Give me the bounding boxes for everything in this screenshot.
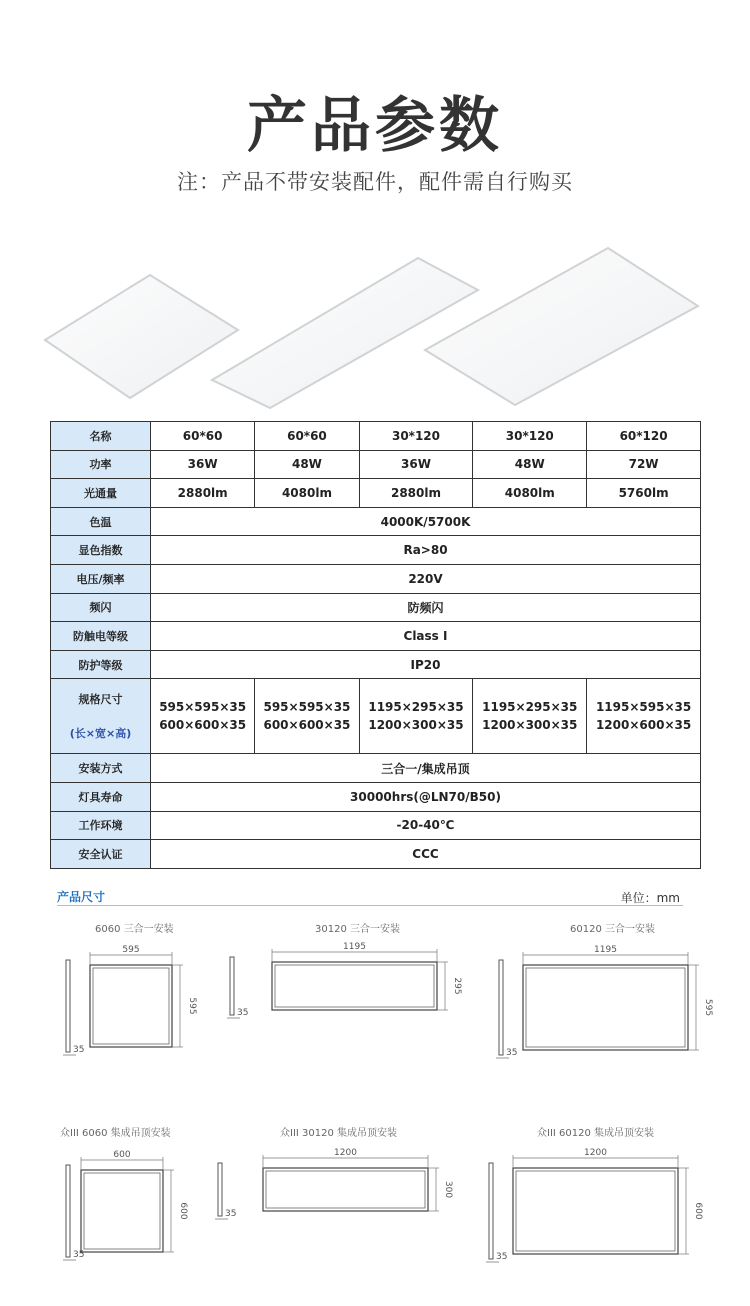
drawing-label: 30120 三合一安装: [315, 924, 400, 935]
row-label: 工作环境: [51, 811, 151, 840]
width-label: 1195: [594, 945, 617, 955]
side-profile: [489, 1163, 493, 1259]
table-cell: 60*120: [587, 422, 701, 451]
depth-label: 35: [506, 1048, 518, 1058]
panel-inner: [93, 968, 169, 1044]
depth-label: 35: [496, 1252, 508, 1262]
row-label: 频闪: [51, 593, 151, 622]
width-label: 600: [113, 1150, 131, 1160]
table-cell: 36W: [359, 450, 473, 479]
row-label: 显色指数: [51, 536, 151, 565]
row-label: 规格尺寸 (长×宽×高): [51, 679, 151, 754]
drawing-label: 6060 三合一安装: [95, 924, 174, 935]
panel-inner: [84, 1173, 160, 1249]
panel-inner: [275, 965, 434, 1007]
depth-label: 35: [73, 1250, 85, 1260]
depth-label: 35: [73, 1045, 85, 1055]
table-cell: 220V: [151, 564, 701, 593]
table-cell: 30*120: [359, 422, 473, 451]
table-cell: 72W: [587, 450, 701, 479]
table-cell: -20-40℃: [151, 811, 701, 840]
panel-inner: [516, 1171, 675, 1251]
dimension-value: 1195×295×35: [368, 700, 464, 715]
table-cell: 防频闪: [151, 593, 701, 622]
table-cell: 60*60: [255, 422, 359, 451]
side-profile: [218, 1163, 222, 1216]
dimension-value: 595×595×35: [159, 700, 247, 715]
panel-outline: [81, 1170, 163, 1252]
dimension-value: 1195×295×35: [482, 700, 578, 715]
unit-label: 单位：mm: [620, 891, 680, 905]
row-label: 电压/频率: [51, 564, 151, 593]
drawing-label: 众III 6060 集成吊顶安装: [60, 1128, 171, 1139]
panel-outline: [513, 1168, 678, 1254]
row-label: 防护等级: [51, 650, 151, 679]
panel-outline: [523, 965, 688, 1050]
row-sublabel: (长×宽×高): [69, 727, 132, 741]
section-title: 产品尺寸: [57, 890, 106, 904]
table-cell: IP20: [151, 650, 701, 679]
table-cell: Ra>80: [151, 536, 701, 565]
dimension-value: 1195×595×35: [595, 700, 692, 715]
drawing-label: 众III 60120 集成吊顶安装: [537, 1128, 655, 1139]
table-cell: 5760lm: [587, 479, 701, 508]
row-label: 功率: [51, 450, 151, 479]
table-cell: 2880lm: [359, 479, 473, 508]
height-label: 595: [187, 997, 197, 1015]
height-label: 600: [178, 1202, 188, 1220]
panel-outline: [272, 962, 437, 1010]
table-cell: 48W: [473, 450, 587, 479]
dimension-value: 595×595×35: [263, 700, 351, 715]
height-label: 595: [703, 998, 713, 1017]
side-profile: [66, 1165, 70, 1257]
depth-label: 35: [237, 1008, 249, 1018]
table-cell: Class I: [151, 622, 701, 651]
note-text: 注：产品不带安装配件，配件需自行购买: [177, 170, 573, 194]
row-label: 光通量: [51, 479, 151, 508]
panel-inner: [526, 968, 685, 1047]
drawing-label: 60120 三合一安装: [570, 924, 655, 935]
width-label: 1200: [584, 1148, 607, 1158]
table-cell: 60*60: [151, 422, 255, 451]
row-label: 安全认证: [51, 840, 151, 869]
row-label: 安装方式: [51, 754, 151, 783]
width-label: 595: [122, 945, 140, 955]
height-label: 295: [452, 977, 462, 995]
table-cell: 三合一/集成吊顶: [151, 754, 701, 783]
table-cell: 30000hrs(@LN70/B50): [151, 782, 701, 811]
height-label: 300: [443, 1180, 453, 1199]
table-cell: 48W: [255, 450, 359, 479]
row-label: 名称: [51, 422, 151, 451]
side-profile: [230, 957, 234, 1015]
dimension-value: 600×600×35: [159, 718, 247, 733]
dimension-value: 600×600×35: [263, 718, 351, 733]
width-label: 1195: [343, 942, 366, 952]
row-label: 防触电等级: [51, 622, 151, 651]
panel-inner: [266, 1171, 425, 1208]
table-cell: 2880lm: [151, 479, 255, 508]
table-cell: CCC: [151, 840, 701, 869]
table-cell: 4080lm: [255, 479, 359, 508]
table-cell: 36W: [151, 450, 255, 479]
drawing-label: 众III 30120 集成吊顶安装: [280, 1128, 398, 1139]
page-title: 产品参数: [247, 91, 503, 161]
height-label: 600: [693, 1202, 703, 1220]
table-cell: 4000K/5700K: [151, 507, 701, 536]
side-profile: [66, 960, 70, 1052]
row-label: 灯具寿命: [51, 782, 151, 811]
table-cell: 30*120: [473, 422, 587, 451]
panel-outline: [263, 1168, 428, 1211]
side-profile: [499, 960, 503, 1055]
panel-outline: [90, 965, 172, 1047]
dimension-value: 1200×300×35: [482, 718, 578, 733]
dimension-value: 1200×600×35: [595, 718, 692, 733]
table-cell: 4080lm: [473, 479, 587, 508]
depth-label: 35: [225, 1209, 237, 1219]
dimension-value: 1200×300×35: [368, 718, 464, 733]
width-label: 1200: [334, 1148, 357, 1158]
row-label: 色温: [51, 507, 151, 536]
